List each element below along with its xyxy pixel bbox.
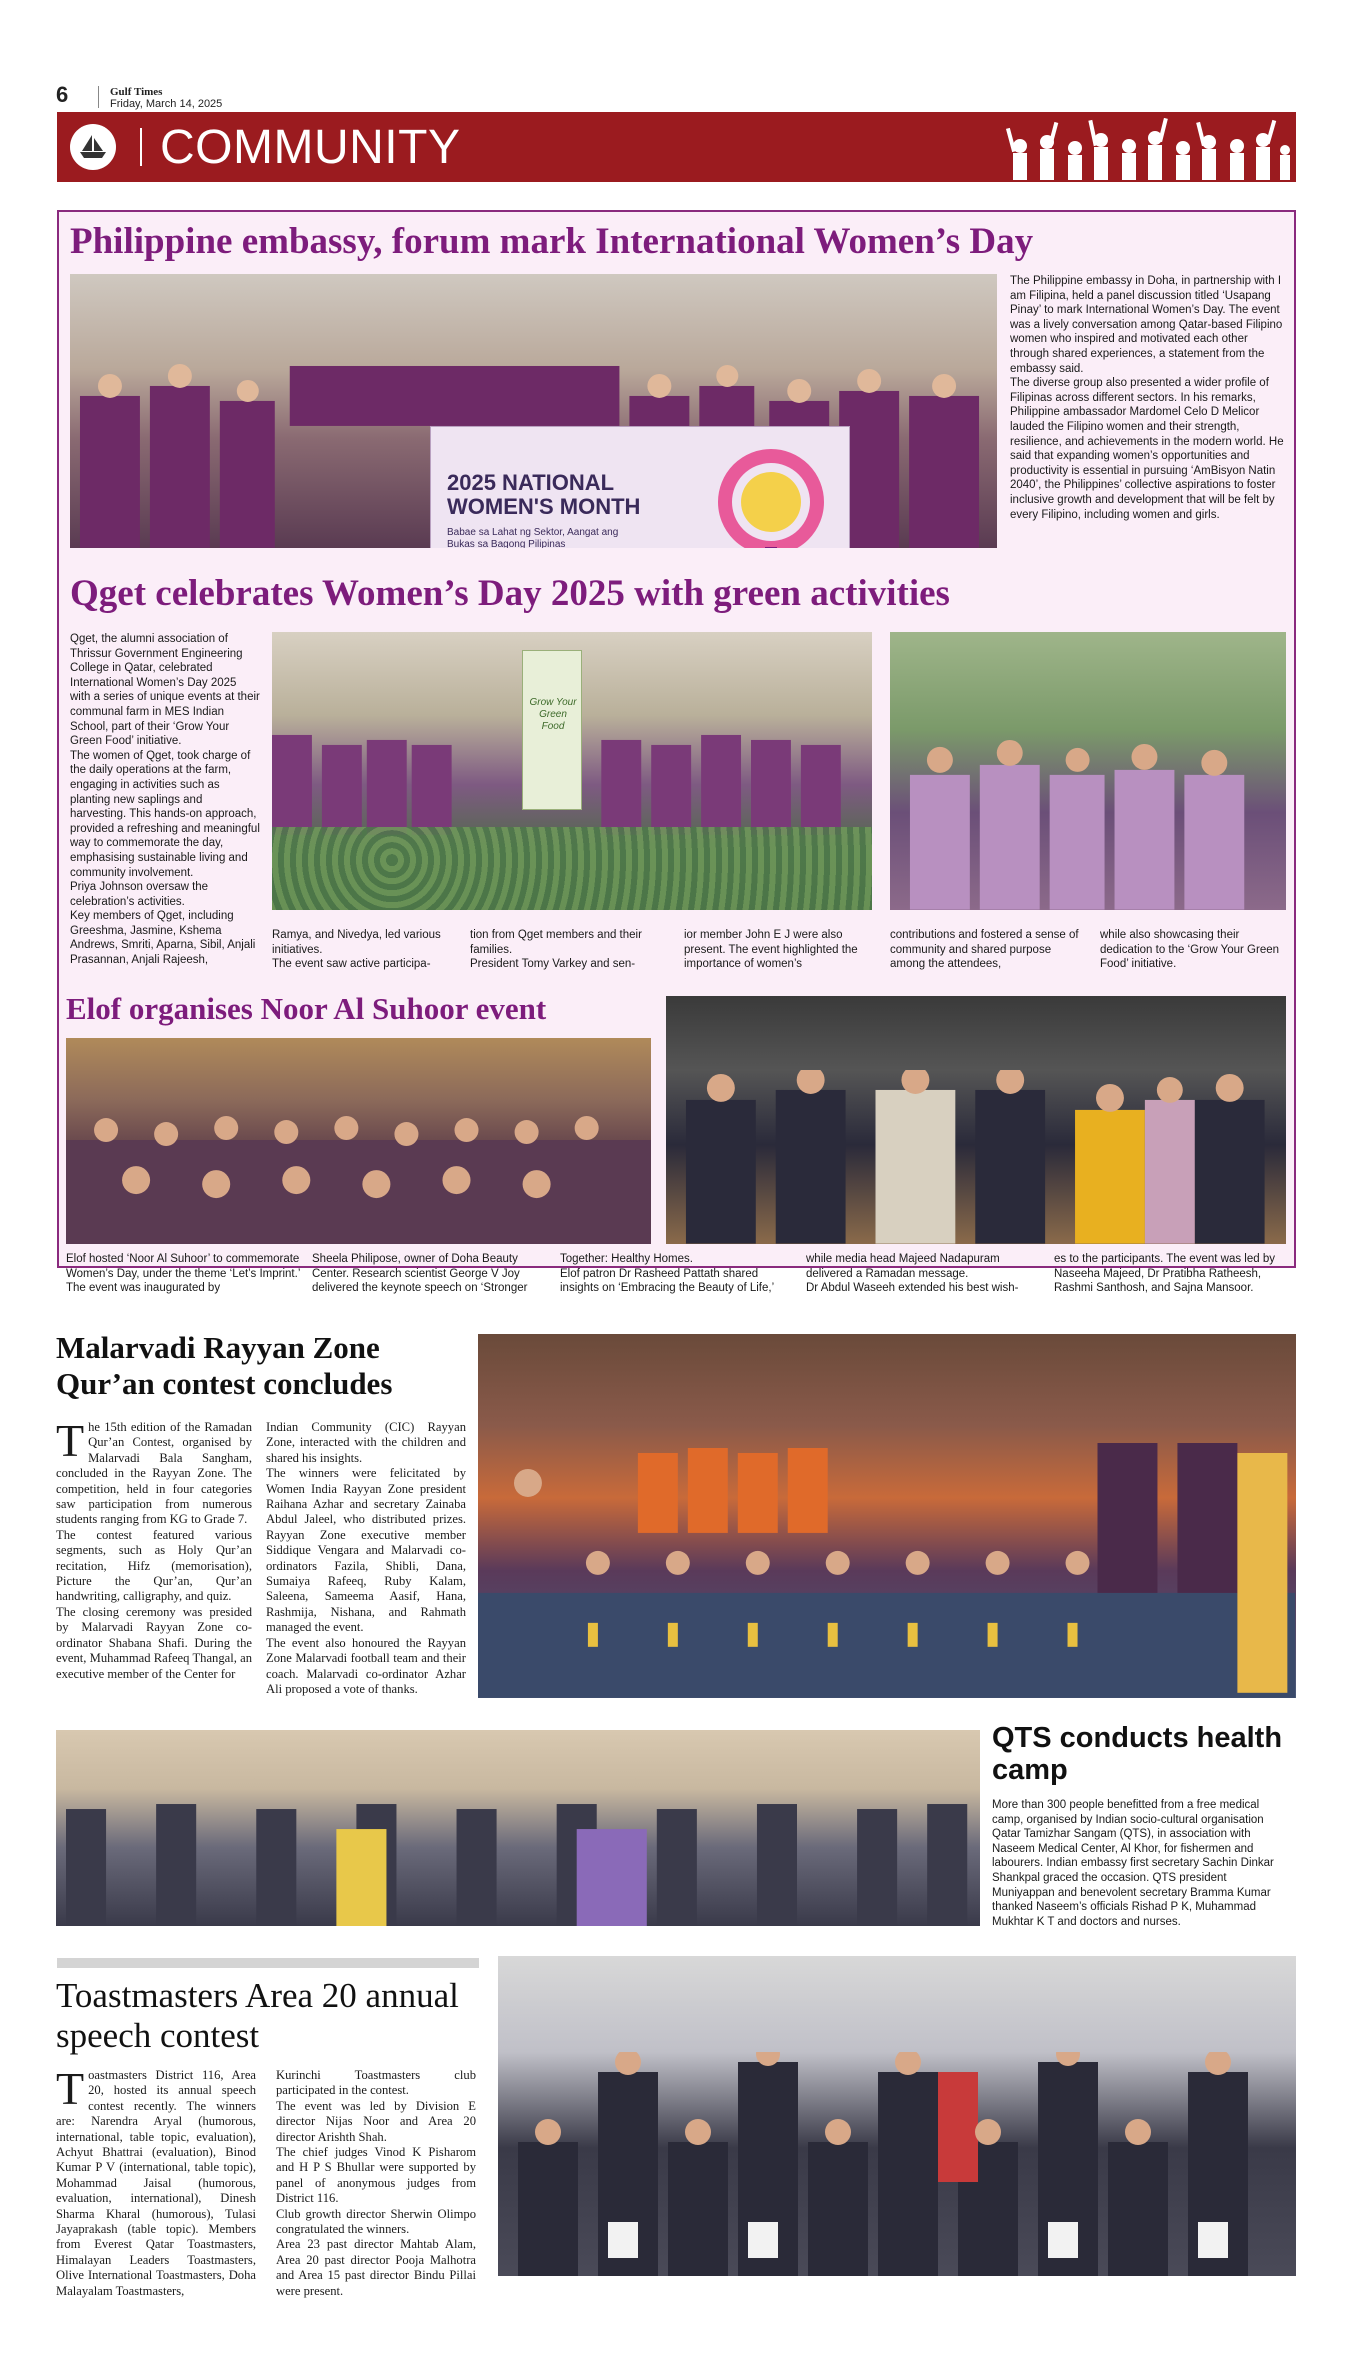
story6-headline: Toastmasters Area 20 annual speech contest — [56, 1976, 459, 2055]
story1-group-photo — [70, 274, 997, 548]
story2-harvest-photo — [890, 632, 1286, 910]
story2-col2: Ramya, and Nivedya, led various initiatives. The event saw active participa- — [272, 929, 441, 971]
publication-name: Gulf Times — [110, 86, 163, 98]
story3-col1: Elof hosted ‘Noor Al Suhoor’ to commemorate Women’s Day, under the theme ‘Let’s Imprint.’ The event was inaugurated by — [66, 1253, 300, 1295]
story2-col4: ior member John E J were also present. The event highlighted the importance of women’s — [684, 929, 858, 971]
sign-text: Grow Your Green Food — [529, 697, 577, 732]
story3-headline: Elof organises Noor Al Suhoor event — [66, 991, 547, 1026]
story3-award-photo — [666, 996, 1286, 1244]
story6-col2: Kurinchi Toastmasters club participated in the contest. The event was led by Division E director Nijas Noor and Area 20 director Arishth Shah. The chief judges Vinod K Pisharom and H P S Bhullar were supported by panel of anonymous judges from District 116. Club growth director Sherwin Olimpo congratulated the winners. Area 23 past director Mahtab Alam, Area 20 past director Pooja Malhotra and Area 15 past director Bindu Pillai were present. — [276, 2068, 476, 2298]
story3-col2: Sheela Philipose, owner of Doha Beauty Center. Research scientist George V Joy delivered the keynote speech on ‘Stronger — [312, 1253, 528, 1295]
story3-col4: while media head Majeed Nadapuram delivered a Ramadan message. Dr Abdul Waseeh extended his best wish- — [806, 1253, 1019, 1295]
grow-green-food-sign — [522, 650, 582, 810]
story5-headline: QTS conducts health camp — [992, 1722, 1283, 1786]
story5-health-camp-photo — [56, 1730, 980, 1926]
publication-date: Friday, March 14, 2025 — [110, 98, 223, 110]
section-rule — [57, 1958, 479, 1968]
story4-contest-winners-photo — [478, 1334, 1296, 1698]
story2-garden-photo — [272, 632, 872, 910]
masthead-divider — [98, 86, 99, 108]
section-title: COMMUNITY — [160, 121, 461, 174]
story5-body: More than 300 people benefitted from a free medical camp, organised by Indian socio-cultural organisation Qatar Tamizhar Sangam (QTS), in association with Naseem Medical Center, Al Khor, for fishermen and labourers. Indian embassy first secretary Sachin Dinkar Shankpal graced the occasion. QTS president Muniyappan and benevolent secretary Bramma Kumar thanked Naseem’s officials Rishad P K, Muhammad Mukhtar K T and doctors and nurses. — [992, 1799, 1274, 1928]
banner-subtitle-text: Babae sa Lahat ng Sektor, Aangat ang Bukas sa Bagong Pilipinas — [447, 527, 619, 548]
story3-audience-photo — [66, 1038, 651, 1244]
story6-toastmasters-photo — [498, 1956, 1296, 2276]
crowd-silhouette-icon — [1005, 118, 1290, 180]
story3-col3: Together: Healthy Homes. Elof patron Dr Rasheed Pattath shared insights on ‘Embracing the Beauty of Life,’ — [560, 1253, 775, 1295]
venus-symbol-icon — [711, 447, 831, 548]
boat-logo-icon — [70, 124, 116, 170]
story4-headline: Malarvadi Rayyan Zone Qur’an contest concludes — [56, 1330, 393, 1401]
story1-body: The Philippine embassy in Doha, in partnership with I am Filipina, held a panel discussion titled ‘Usapang Pinay’ to mark International Women’s Day. The event was a lively conversation among Qatar-based Filipino women who inspired and motivated each other through shared experiences, a statement from the embassy said. The diverse group also presented a wider profile of Filipinas across different sectors. In his remarks, Philippine ambassador Mardomel Celo D Melicor lauded the Filipino women and their strength, resilience, and achievements in the modern world. He said that expanding women’s opportunities and productivity is essential in pursuing ‘AmBisyon Natin 2040’, the Philippines’ collective aspirations to foster inclusive growth and development that will be felt by every Filipino, including women and girls. — [1010, 275, 1284, 521]
story1-headline: Philippine embassy, forum mark International Women’s Day — [70, 221, 1034, 262]
story2-headline: Qget celebrates Women’s Day 2025 with green activities — [70, 573, 950, 614]
story4-col2: Indian Community (CIC) Rayyan Zone, interacted with the children and shared his insights. The winners were felicitated by Women India Rayyan Zone president Raihana Azhar and secretary Zainaba Abdul Jaleel, who distributed prizes. Rayyan Zone executive member Siddique Vengara and Malarvadi co-ordinators Fazila, Shibli, Dana, Sumaiya Rafeeq, Ruby Kalam, Saleena, Sameema Aasif, Hana, Rashmija, Nishana, and Rahmath managed the event. The event also honoured the Rayyan Zone Malarvadi football team and their coach. Malarvadi co-ordinator Azhar Ali proposed a vote of thanks. — [266, 1420, 466, 1696]
story2-col1: Qget, the alumni association of Thrissur Government Engineering College in Qatar, celebrated International Women’s Day 2025 with a series of unique events at their communal farm in MES Indian School, part of their ‘Grow Your Green Food’ initiative. The women of Qget, took charge of the daily operations at the farm, engaging in activities such as planting new saplings and harvesting. This hands-on approach, provided a refreshing and meaningful way to commemorate the day, emphasising sustainable living and community involvement. Priya Johnson oversaw the celebration’s activities. Key members of Qget, including Greeshma, Jasmine, Kshema Andrews, Smriti, Aparna, Sibil, Anjali Prasannan, Anjali Rajeesh, — [70, 633, 260, 967]
banner-title-text: 2025 NATIONAL WOMEN'S MONTH — [447, 470, 641, 519]
story6-col1: Toastmasters District 116, Area 20, hosted its annual speech contest recently. The winners are: Narendra Aryal (humorous, international, table topic, evaluation), Achyut Bhattrai (evaluation), Binod Kumar P V (international, table topic), Mohammad Jaisal (humorous, evaluation, international), Dinesh Sharma Kharal (humorous), Tulasi Jayaprakash (table topic). Members from Everest Qatar Toastmasters, Himalayan Leaders Toastmasters, Olive International Toastmasters, Doha Malayalam Toastmasters, — [56, 2063, 256, 2298]
story4-col1: The 15th edition of the Ramadan Qur’an Contest, organised by Malarvadi Bala Sangham, concluded in the Rayyan Zone. The competition, held in four categories saw participation from numerous students ranging from KG to Grade 7. The contest featured various segments, such as Holy Qur’an recitation, Hifz (memorisation), Picture the Qur’an, Qur’an handwriting, calligraphy, and quiz. The closing ceremony was presided by Malarvadi Rayyan Zone co-ordinator Shabana Shafi. During the event, Muhammad Rafeeq Thangal, an executive member of the Center for — [56, 1415, 252, 1681]
story2-col6: while also showcasing their dedication to the ‘Grow Your Green Food’ initiative. — [1100, 929, 1280, 971]
national-womens-month-banner — [430, 426, 850, 548]
story3-col5: es to the participants. The event was led by Naseeha Majeed, Dr Pratibha Ratheesh, Rashmi Santhosh, and Sajna Mansoor. — [1054, 1253, 1275, 1295]
banner-separator — [140, 128, 142, 166]
page-number: 6 — [56, 82, 69, 107]
story2-col3: tion from Qget members and their families. President Tomy Varkey and sen- — [470, 929, 642, 971]
story2-col5: contributions and fostered a sense of community and shared purpose among the attendees, — [890, 929, 1079, 971]
